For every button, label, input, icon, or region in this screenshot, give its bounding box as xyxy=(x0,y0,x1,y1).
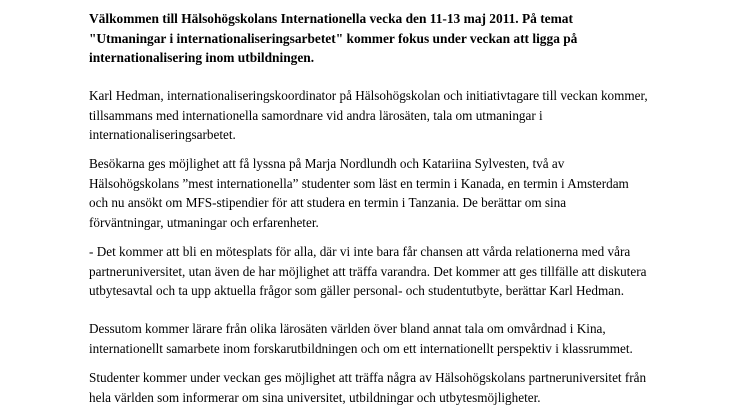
text-line: tillsammans med internationella samordnare vid andra lärosäten, tala om utmaningar i xyxy=(89,107,543,123)
text-line: hela världen som informerar om sina universitet, utbildningar och utbytesmöjligheter. xyxy=(89,389,541,405)
body-paragraph xyxy=(89,319,739,358)
text-line: Karl Hedman, internationaliseringskoordinator på Hälsohögskolan och initiativtagare till veckan kommer, xyxy=(89,88,648,103)
text-line: Välkommen till Hälsohögskolans Internationella vecka den 11-13 maj 2011. På temat xyxy=(89,11,573,26)
text-line: förväntningar, utmaningar och erfarenheter. xyxy=(89,214,319,230)
lead-paragraph xyxy=(89,9,739,68)
text-line: utbytesavtal och ta upp aktuella frågor som gäller personal- och studentutbyte, berättar Karl Hedman. xyxy=(89,283,625,298)
text-line: internationalisering inom utbildningen. xyxy=(89,50,315,65)
text-line: Dessutom kommer lärare från olika lärosäten världen över bland annat tala om omvårdnad i Kina, xyxy=(89,321,606,336)
body-paragraph xyxy=(89,86,739,145)
text-line: partneruniversitet, utan även de har möjlighet att träffa varandra. Det kommer att ges tillfälle att diskutera xyxy=(89,263,647,279)
text-line: internationaliseringsarbetet. xyxy=(89,127,236,142)
text-line: och nu ansökt om MFS-stipendier för att studera en termin i Tanzania. De berättar om sina xyxy=(89,195,567,210)
text-line: Hälsohögskolans ”mest internationella” studenter som läst en termin i Kanada, en termin i Amsterdam xyxy=(89,175,629,191)
body-paragraph xyxy=(89,368,739,407)
text-line: Besökarna ges möjlighet att få lyssna på Marja Nordlundh och Katariina Sylvesten, två av xyxy=(89,156,565,171)
quote-paragraph xyxy=(89,242,739,301)
text-line: "Utmaningar i internationaliseringsarbetet" kommer fokus under veckan att ligga på xyxy=(89,30,578,46)
text-line: internationellt samarbete inom forskarutbildningen och om ett internationellt perspektiv i klassrummet. xyxy=(89,340,633,356)
text-line: - Det kommer att bli en mötesplats för alla, där vi inte bara får chansen att vårda relationerna med våra xyxy=(89,244,631,259)
text-line: Studenter kommer under veckan ges möjlighet att träffa några av Hälsohögskolans partneruniversitet från xyxy=(89,370,647,385)
body-paragraph xyxy=(89,154,739,232)
